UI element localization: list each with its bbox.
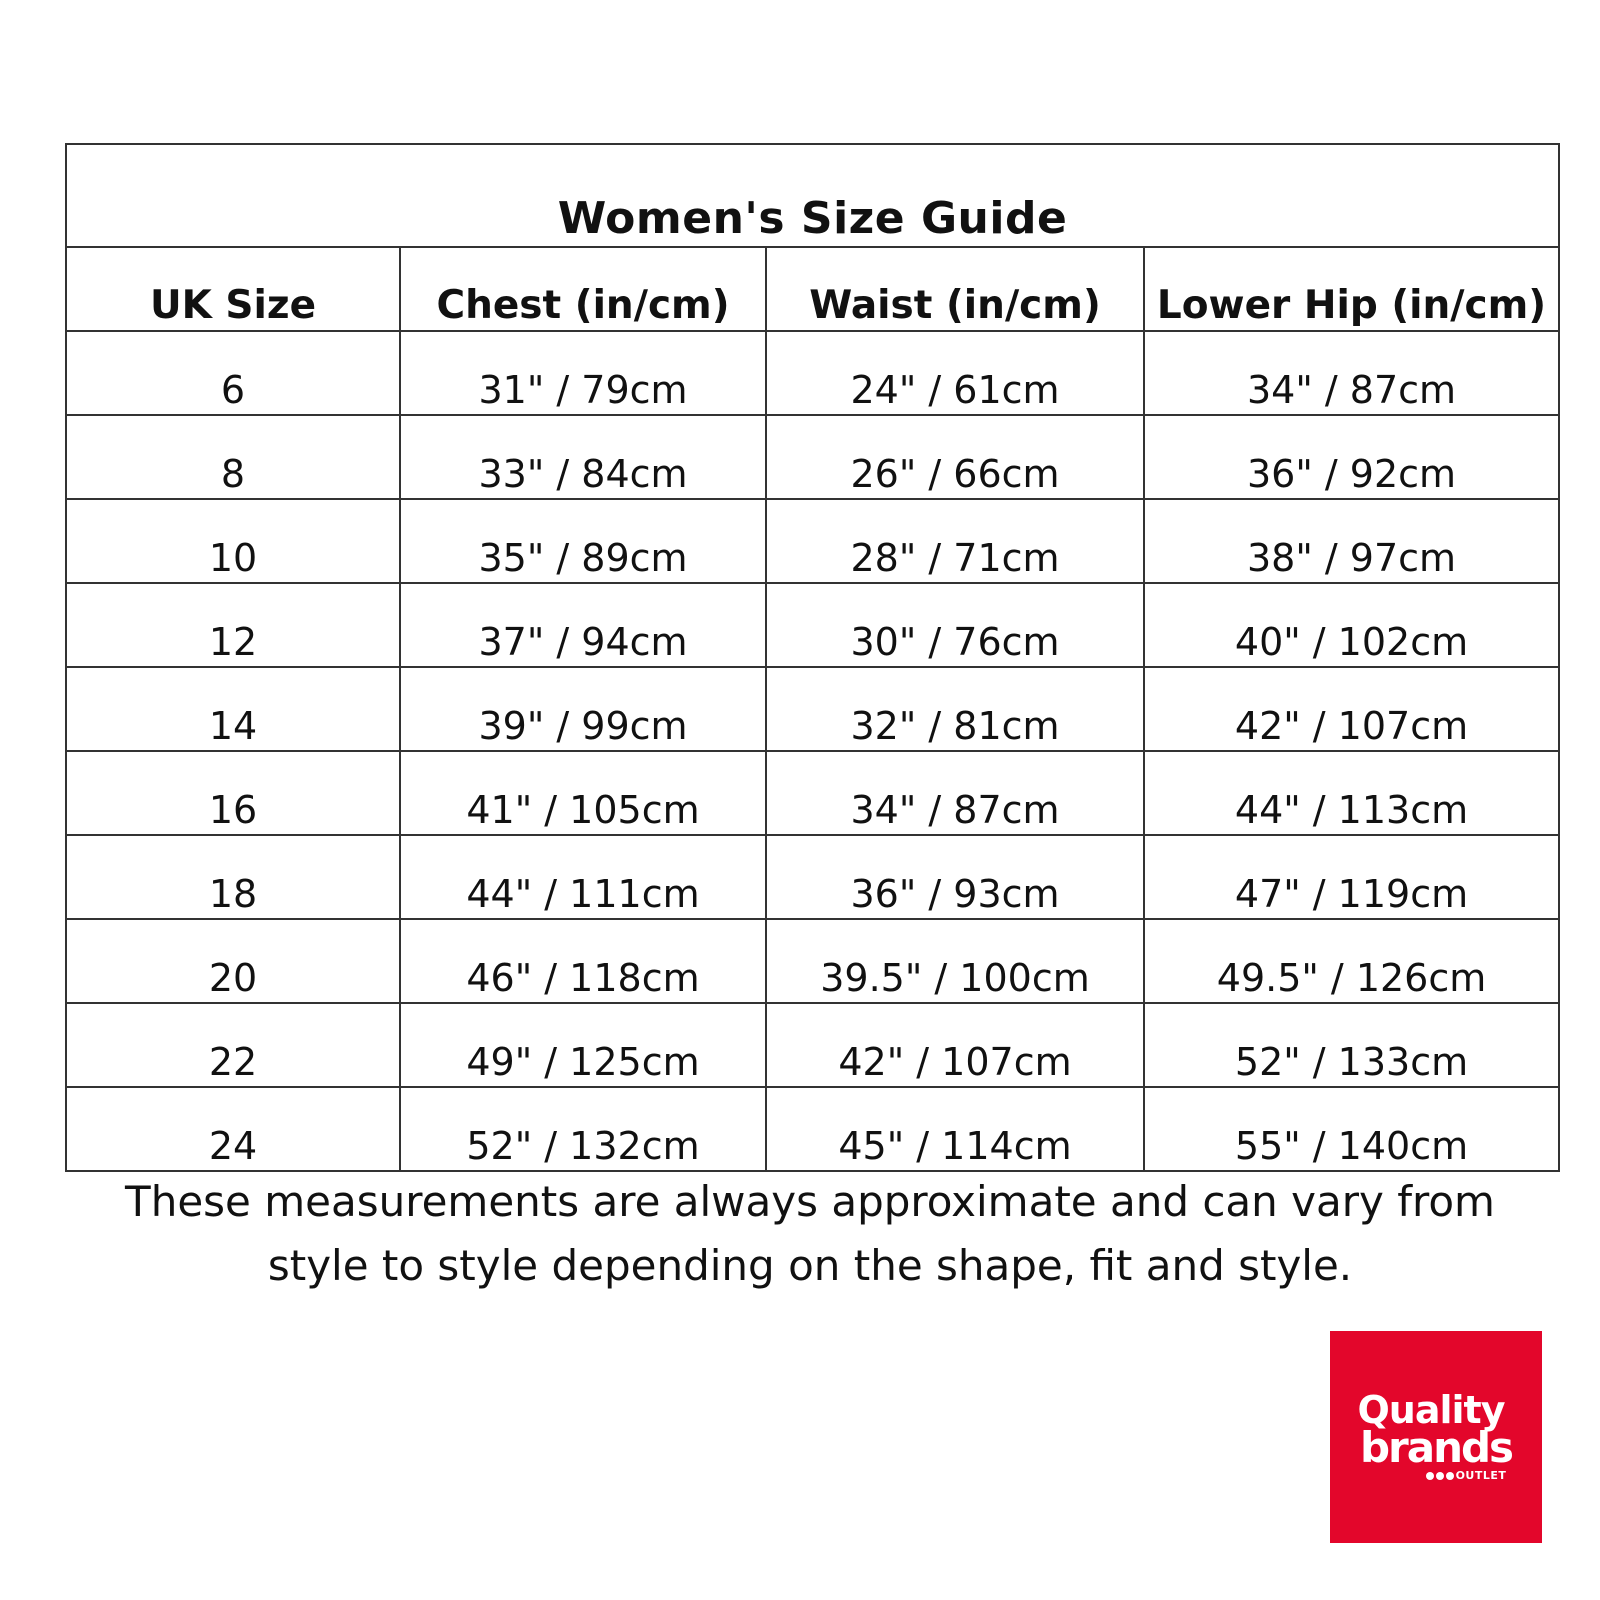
cell-lower-hip: 47" / 119cm	[1144, 835, 1559, 919]
cell-uk-size: 16	[66, 751, 400, 835]
cell-waist: 26" / 66cm	[766, 415, 1144, 499]
cell-chest: 39" / 99cm	[400, 667, 766, 751]
cell-chest: 37" / 94cm	[400, 583, 766, 667]
cell-uk-size: 12	[66, 583, 400, 667]
cell-lower-hip: 44" / 113cm	[1144, 751, 1559, 835]
table-row	[66, 667, 1559, 751]
table-row	[66, 331, 1559, 415]
cell-chest: 31" / 79cm	[400, 331, 766, 415]
logo-dot-icon	[1436, 1472, 1444, 1480]
cell-waist: 45" / 114cm	[766, 1087, 1144, 1171]
cell-chest: 52" / 132cm	[400, 1087, 766, 1171]
table-title: Women's Size Guide	[66, 144, 1559, 247]
cell-uk-size: 20	[66, 919, 400, 1003]
cell-uk-size: 14	[66, 667, 400, 751]
cell-lower-hip: 36" / 92cm	[1144, 415, 1559, 499]
logo-dot-icon	[1446, 1472, 1454, 1480]
size-guide-table	[65, 143, 1560, 1172]
cell-uk-size: 18	[66, 835, 400, 919]
cell-chest: 49" / 125cm	[400, 1003, 766, 1087]
header-lower-hip: Lower Hip (in/cm)	[1144, 247, 1559, 331]
cell-chest: 41" / 105cm	[400, 751, 766, 835]
logo-text-outlet: OUTLET	[1455, 1469, 1507, 1482]
logo-dot-icon	[1426, 1472, 1434, 1480]
cell-lower-hip: 38" / 97cm	[1144, 499, 1559, 583]
cell-lower-hip: 40" / 102cm	[1144, 583, 1559, 667]
table-title-row	[66, 144, 1559, 247]
cell-uk-size: 8	[66, 415, 400, 499]
cell-waist: 36" / 93cm	[766, 835, 1144, 919]
cell-lower-hip: 52" / 133cm	[1144, 1003, 1559, 1087]
header-chest: Chest (in/cm)	[400, 247, 766, 331]
logo-text-brands: brands	[1359, 1423, 1513, 1472]
table-row	[66, 919, 1559, 1003]
logo-text-quality: Quality	[1357, 1388, 1505, 1432]
cell-uk-size: 6	[66, 331, 400, 415]
cell-chest: 46" / 118cm	[400, 919, 766, 1003]
disclaimer-line-1: These measurements are always approximate and can vary from	[125, 1177, 1495, 1226]
disclaimer-line-2: style to style depending on the shape, fit and style.	[267, 1241, 1353, 1290]
cell-uk-size: 22	[66, 1003, 400, 1087]
table-row	[66, 415, 1559, 499]
table-row	[66, 1087, 1559, 1171]
cell-waist: 34" / 87cm	[766, 751, 1144, 835]
cell-chest: 35" / 89cm	[400, 499, 766, 583]
header-uk-size: UK Size	[66, 247, 400, 331]
logo-outlet-row	[1426, 1470, 1507, 1482]
cell-waist: 32" / 81cm	[766, 667, 1144, 751]
measurement-disclaimer	[40, 1170, 1580, 1298]
cell-chest: 33" / 84cm	[400, 415, 766, 499]
table-row	[66, 1003, 1559, 1087]
table-row	[66, 835, 1559, 919]
table-row	[66, 583, 1559, 667]
header-waist: Waist (in/cm)	[766, 247, 1144, 331]
table-header-row	[66, 247, 1559, 331]
table-row	[66, 499, 1559, 583]
cell-waist: 30" / 76cm	[766, 583, 1144, 667]
cell-uk-size: 10	[66, 499, 400, 583]
quality-brands-outlet-logo	[1330, 1331, 1542, 1543]
cell-lower-hip: 49.5" / 126cm	[1144, 919, 1559, 1003]
cell-waist: 24" / 61cm	[766, 331, 1144, 415]
cell-lower-hip: 42" / 107cm	[1144, 667, 1559, 751]
cell-lower-hip: 34" / 87cm	[1144, 331, 1559, 415]
cell-uk-size: 24	[66, 1087, 400, 1171]
cell-waist: 42" / 107cm	[766, 1003, 1144, 1087]
table-row	[66, 751, 1559, 835]
cell-waist: 39.5" / 100cm	[766, 919, 1144, 1003]
cell-lower-hip: 55" / 140cm	[1144, 1087, 1559, 1171]
cell-chest: 44" / 111cm	[400, 835, 766, 919]
cell-waist: 28" / 71cm	[766, 499, 1144, 583]
